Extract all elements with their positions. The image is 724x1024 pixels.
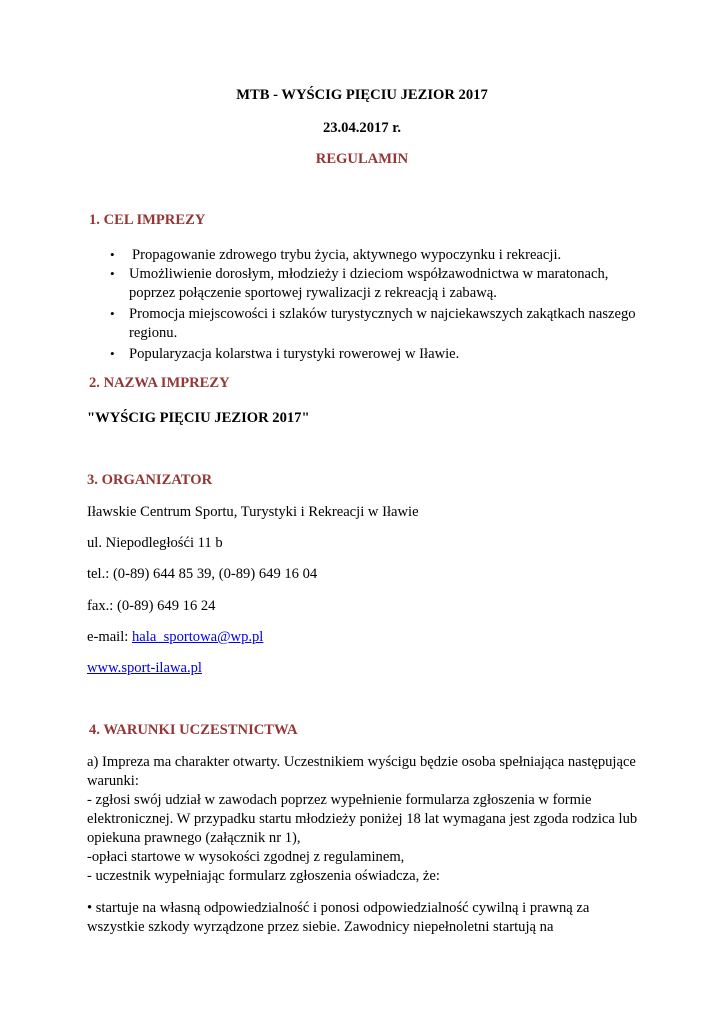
organizer-email-row [87,628,263,646]
section-4-heading: 4. WARUNKI UCZESTNICTWA [89,722,298,738]
section-3-heading: 3. ORGANIZATOR [87,472,213,488]
bullet-icon: • [110,266,115,281]
website-row [87,659,202,677]
paragraph-line: • startuje na własną odpowiedzialność i ponosi odpowiedzialność cywilną i prawną za [87,900,590,916]
section-1-heading: 1. CEL IMPREZY [89,212,206,228]
bullet-icon: • [110,346,115,361]
website-link[interactable]: www.sport-ilawa.pl [87,660,202,676]
document-title: MTB - WYŚCIG PIĘCIU JEZIOR 2017 [236,87,488,103]
list-item: Propagowanie zdrowego trybu życia, aktywnego wypoczynku i rekreacji. [132,247,562,263]
section-2-heading: 2. NAZWA IMPREZY [89,375,230,391]
organizer-phone: tel.: (0-89) 644 85 39, (0-89) 649 16 04 [87,566,318,582]
list-item: Popularyzacja kolarstwa i turystyki rowerowej w Iławie. [129,346,460,362]
event-date: 23.04.2017 r. [322,120,402,136]
paragraph-line: a) Impreza ma charakter otwarty. Uczestnikiem wyścigu będzie osoba spełniająca następujące [87,754,636,770]
bullet-icon: • [110,306,115,321]
list-item-continuation: poprzez połączenie sportowej rywalizacji z rekreacją i zabawą. [129,285,497,301]
bullet-icon: • [110,247,115,262]
organizer-address: ul. Niepodległośći 11 b [87,535,223,551]
email-label: e-mail: [87,629,132,645]
paragraph-line: opiekuna prawnego (załącznik nr 1), [87,830,301,846]
list-item: Umożliwienie dorosłym, młodzieży i dzieciom współzawodnictwa w maratonach, [129,266,609,282]
paragraph-line: wszystkie szkody wyrządzone przez siebie. Zawodnicy niepełnoletni startują na [87,919,554,935]
document-subtitle: REGULAMIN [315,151,409,167]
paragraph-line: elektronicznej. W przypadku startu młodzieży poniżej 18 lat wymagana jest zgoda rodzica lub [87,811,638,827]
list-item: Promocja miejscowości i szlaków turystycznych w najciekawszych zakątkach naszego [129,306,636,322]
paragraph-line: -opłaci startowe w wysokości zgodnej z regulaminem, [87,849,405,865]
paragraph-line: - uczestnik wypełniając formularz zgłoszenia oświadcza, że: [87,868,440,884]
organizer-fax: fax.: (0-89) 649 16 24 [87,598,216,614]
list-item-continuation: regionu. [129,325,178,341]
paragraph-line: warunki: [87,773,139,789]
email-link[interactable]: hala_sportowa@wp.pl [131,629,264,645]
event-name: "WYŚCIG PIĘCIU JEZIOR 2017" [87,410,310,426]
paragraph-line: - zgłosi swój udział w zawodach poprzez wypełnienie formularza zgłoszenia w formie [87,792,592,808]
organizer-name: Iławskie Centrum Sportu, Turystyki i Rekreacji w Iławie [87,504,419,520]
